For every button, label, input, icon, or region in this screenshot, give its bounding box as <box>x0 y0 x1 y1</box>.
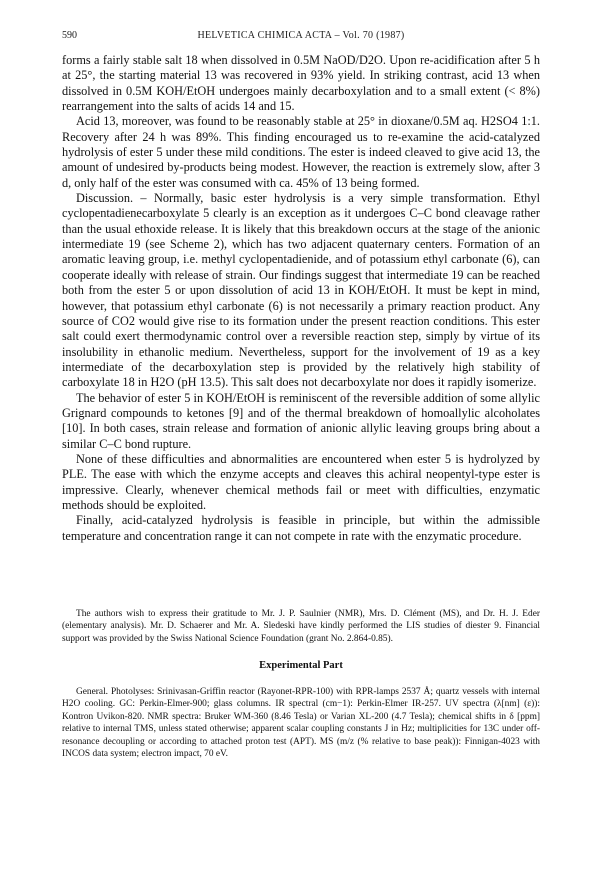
experimental-heading: Experimental Part <box>259 660 343 671</box>
main-text <box>62 53 540 544</box>
experimental-general: General. Photolyses: Srinivasan-Griffin reactor (Rayonet-RPR-100) with RPR-lamps 2537 Å; quartz vessels with internal H2O cooling. GC: Perkin-Elmer-900; glass columns. IR spectral (cm−1): Perkin-Elmer IR-257. UV spectra (λ[nm] (ε)): Kontron Uvikon-820. NMR spectra: Bruker WM-360 (8.46 Tesla) or Varian XL-200 (4.7 Tesla); chemical shifts in δ [ppm] relative to internal TMS, unless stated otherwise; apparent scalar coupling constants J in Hz; multiplicities for 13C under off-resonance decoupling or according to attached proton test (APT). MS (m/z (% relative to base peak)): Finnigan-4023 with INCOS data system; electron impact, 70 eV. <box>62 687 540 760</box>
paragraph-conclusion: Finally, acid-catalyzed hydrolysis is feasible in principle, but within the admissible temperature and concentration range it can not compete in rate with the enzymatic procedure. <box>62 513 540 543</box>
page-number: 590 <box>62 30 77 41</box>
paragraph-discussion: Discussion. – Normally, basic ester hydrolysis is a very simple transformation. Ethyl cyclopentadienecarboxylate 5 clearly is an exception as it undergoes C–C bond cleavage rather than the usual ethoxide release. It is likely that this breakdown occurs at the stage of the anionic intermediate 19 (see Scheme 2), which has two adjacent quaternary centers. Formation of an aromatic leaving group, i.e. methyl cyclopentadienide, and of potassium ethyl carbonate (6), can cooperate ideally with release of strain. Our findings suggest that intermediate 19 can be reached both from the ester 5 or upon dissolution of acid 13 in KOH/EtOH. It must be kept in mind, however, that potassium ethyl carbonate (6) is not necessarily a primary reaction product. Any source of CO2 would give rise to its formation under the present reaction conditions. This ester salt could exert thermodynamic control over a reversible reaction step, simply by virtue of its insolubility in ethanolic medium. Nevertheless, support for the involvement of 19 as a key intermediate of the decarboxylation step is provided by the relatively high stability of carboxylate 18 in H2O (pH 13.5). This salt does not decarboxylate nor does it rapidly isomerize. <box>62 191 540 390</box>
running-header <box>62 30 540 44</box>
paragraph-salt-formation: forms a fairly stable salt 18 when dissolved in 0.5M NaOD/D2O. Upon re-acidification after 5 h at 25°, the starting material 13 was recovered in 93% yield. In striking contrast, acid 13 when dissolved in 0.5M KOH/EtOH undergoes mainly decarboxylation and to a small extent (< 8%) rearrangement into the salts of acids 14 and 15. <box>62 53 540 114</box>
paragraph-ple-hydrolysis: None of these difficulties and abnormalities are encountered when ester 5 is hydrolyzed by PLE. The ease with which the enzyme accepts and cleaves this achiral neopentyl-type ester is impressive. Clearly, whenever chemical methods fail or meet with difficulties, enzymatic methods should be exploited. <box>62 451 540 512</box>
journal-title: HELVETICA CHIMICA ACTA – Vol. 70 (1987) <box>197 30 405 41</box>
paragraph-grignard-analogy: The behavior of ester 5 in KOH/EtOH is reminiscent of the reversible addition of some allylic Grignard compounds to ketones [9] and of the thermal breakdown of homoallylic alcoholates [10]. In both cases, strain release and formation of anionic allylic leaving groups bring about a similar C–C bond rupture. <box>62 390 540 451</box>
paragraph-acid-stability: Acid 13, moreover, was found to be reasonably stable at 25° in dioxane/0.5M aq. H2SO4 1:1. Recovery after 24 h was 89%. This finding encouraged us to re-examine the acid-catalyzed hydrolysis of ester 5 under these mild conditions. The ester is indeed cleaved to give acid 13, the amount of undesired by-products being modest. However, the reaction is extremely slow, after 3 d, only half of the ester was consumed with ca. 45% of 13 being formed. <box>62 114 540 190</box>
acknowledgement: The authors wish to express their gratitude to Mr. J. P. Saulnier (NMR), Mrs. D. Clément (MS), and Dr. H. J. Eder (elementary analysis). Mr. D. Schaerer and Mr. A. Sledeski have kindly performed the LIS studies of diester 9. Financial support was provided by the Swiss National Science Foundation (grant No. 2.864-0.85). <box>62 609 540 644</box>
